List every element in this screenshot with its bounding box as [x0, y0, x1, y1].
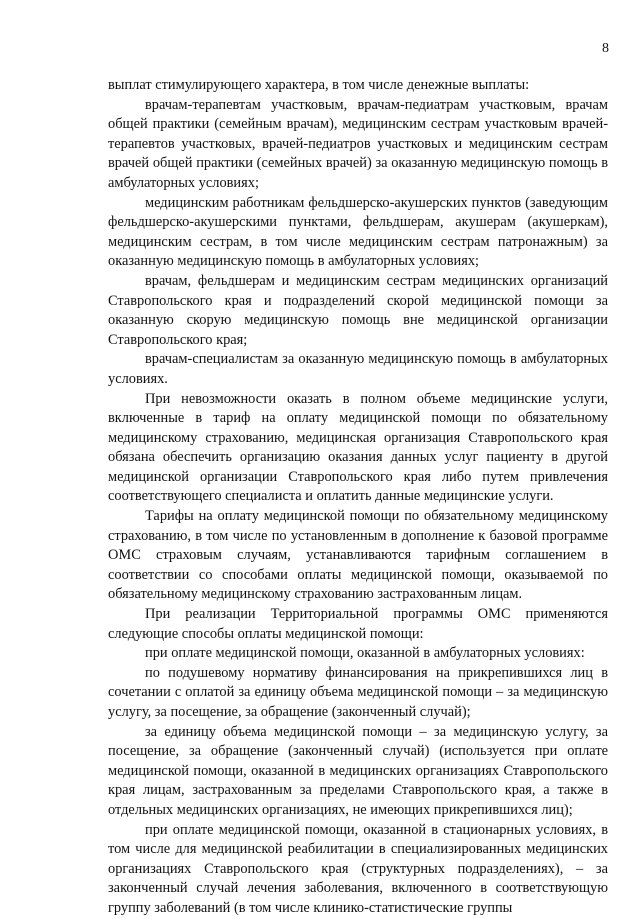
paragraph-specialists: врачам-специалистам за оказанную медицинскую помощь в амбулаторных условиях.: [108, 351, 608, 387]
paragraph-district-doctors: врачам-терапевтам участковым, врачам-педиатрам участковым, врачам общей практики (семейным врачам), медицинским сестрам участковым врачей-терапевтов участковых, врачей-педиатров участковых и медицинским сестрам врачей общей практики (семейных врачей) за оказанную медицинскую помощь в амбулаторных условиях;: [108, 96, 608, 191]
paragraph-feldsher-stations: медицинским работникам фельдшерско-акушерских пунктов (заведующим фельдшерско-акушерскими пунктами, фельдшерам, акушерам (акушеркам), медицинским сестрам, в том числе медицинским сестрам патронажным) за оказанную медицинскую помощь в амбулаторных условиях;: [108, 194, 608, 270]
paragraph-emergency-care: врачам, фельдшерам и медицинским сестрам медицинских организаций Ставропольского края и подразделений скорой медицинской помощи за оказанную скорую медицинскую помощь вне медицинской организации Ставропольского края;: [108, 272, 608, 348]
paragraph-outpatient-payment: при оплате медицинской помощи, оказанной в амбулаторных условиях:: [145, 645, 585, 662]
paragraph-unit-of-volume: за единицу объема медицинской помощи – за медицинскую услугу, за посещение, за обращение (законченный случай) (используется при оплате медицинской помощи, оказанной в медицинских организациях Ставропольского края лицам, застрахованным за пределами Ставропольского края, а также в отдельных медицинских организациях, не имеющих прикрепившихся лиц);: [108, 723, 608, 818]
paragraph-inpatient-payment: при оплате медицинской помощи, оказанной в стационарных условиях, в том числе для медицинской реабилитации в специализированных медицинских организациях Ставропольского края (структурных подразделениях), – за законченный случай лечения заболевания, включенного в соответствующую группу заболеваний (в том числе клинико-статистические группы: [108, 821, 608, 916]
paragraph-service-impossibility: При невозможности оказать в полном объеме медицинские услуги, включенные в тариф на оплату медицинской помощи по обязательному медицинскому страхованию, медицинская организация Ставропольского края обязана обеспечить организацию оказания данных услуг пациенту в другой медицинской организации Ставропольского края либо путем привлечения соответствующего специалиста и оплатить данные медицинские услуги.: [108, 390, 608, 505]
document-body: [108, 76, 608, 919]
paragraph-stimulus-payments-intro: выплат стимулирующего характера, в том числе денежные выплаты:: [108, 77, 530, 93]
paragraph-tariffs: Тарифы на оплату медицинской помощи по обязательному медицинскому страхованию, в том числе по установленным в дополнение к базовой программе ОМС страховым случаям, устанавливаются тарифным соглашением в соответствии со способами оплаты медицинской помощи, оказываемой по обязательному медицинскому страхованию застрахованным лицам.: [108, 508, 608, 603]
page-number: 8: [602, 41, 609, 56]
paragraph-per-capita-norm: по подушевому нормативу финансирования на прикрепившихся лиц в сочетании с оплатой за единицу объема медицинской помощи – за медицинскую услугу, за посещение, за обращение (законченный случай);: [108, 664, 608, 720]
paragraph-payment-methods-intro: При реализации Территориальной программы ОМС применяются следующие способы оплаты медицинской помощи:: [108, 606, 608, 642]
